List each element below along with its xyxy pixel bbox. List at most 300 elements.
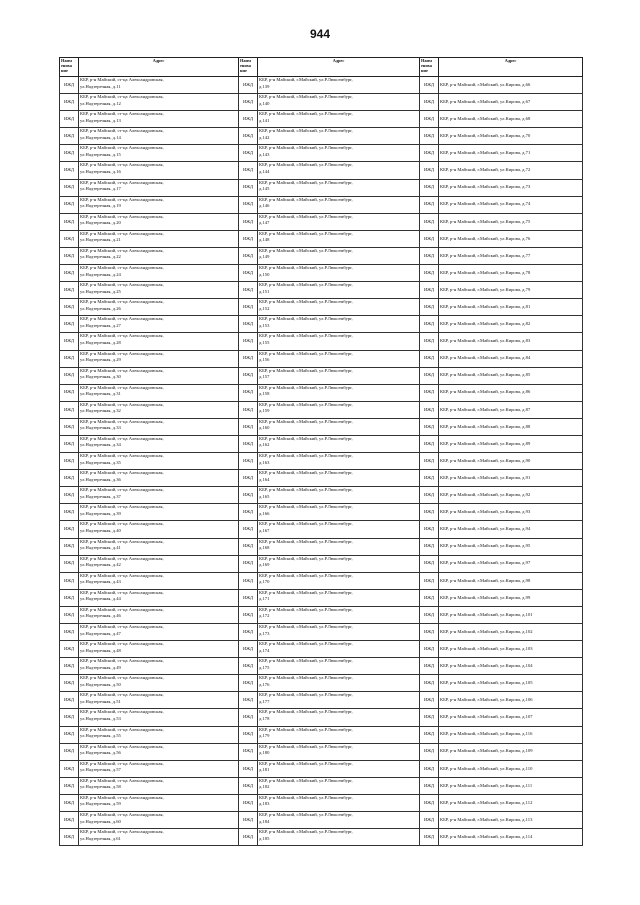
building-type-3: ИЖД (420, 384, 439, 401)
house-number: 106 (525, 697, 533, 703)
address-line: КБР, р-н Майский, г.Майский, ул.Р.Люксембург, (259, 589, 353, 595)
address-line: д.140 (259, 100, 270, 106)
house-number: 57 (116, 767, 121, 773)
address-col3: КБР, р-н Майский, г.Майский, ул.Кирова, д.98 (439, 572, 583, 589)
address-line: д.163 (259, 459, 270, 465)
building-type-1: ИЖД (60, 213, 79, 230)
address-col3: КБР, р-н Майский, г.Майский, ул.Кирова, д.99 (439, 589, 583, 606)
address-line: ул.Надтеречная, д.59 (80, 801, 121, 807)
address-line: д.184 (259, 818, 270, 824)
building-type-2: ИЖД (239, 504, 258, 521)
address-col1 (79, 675, 239, 692)
table-row (60, 145, 583, 162)
building-type-3: ИЖД (420, 794, 439, 811)
house-number: 60 (116, 818, 121, 824)
address-line: ул.Надтеречная, д.61 (80, 835, 121, 841)
building-type-3: ИЖД (420, 213, 439, 230)
address-col2 (258, 401, 420, 418)
building-type-3: ИЖД (420, 624, 439, 641)
address-col1 (79, 777, 239, 794)
address-line: КБР, р-н Майский, г.Майский, ул.Р.Люксембург, (259, 470, 353, 476)
address-col1 (79, 624, 239, 641)
address-line: д.171 (259, 596, 270, 602)
address-col2 (258, 196, 420, 213)
address-col3: КБР, р-н Майский, г.Майский, ул.Кирова, д.105 (439, 675, 583, 692)
address-col1 (79, 435, 239, 452)
address-line: ул.Надтеречная, д.40 (80, 527, 121, 533)
address-line: КБР, р-н Майский, ст-ца Александровская, (80, 418, 164, 424)
address-col3: КБР, р-н Майский, г.Майский, ул.Кирова, д.103 (439, 641, 583, 658)
building-type-1: ИЖД (60, 230, 79, 247)
address-line: ул.Надтеречная, д.33 (80, 425, 121, 431)
building-type-2: ИЖД (239, 230, 258, 247)
house-number: 171 (262, 596, 270, 602)
address-line: д.166 (259, 510, 270, 516)
address-col2 (258, 743, 420, 760)
address-col3: КБР, р-н Майский, г.Майский, ул.Кирова, д.101 (439, 606, 583, 623)
table-body (60, 77, 583, 846)
building-type-2: ИЖД (239, 709, 258, 726)
address-line: КБР, р-н Майский, ст-ца Александровская, (80, 777, 164, 783)
address-col1 (79, 299, 239, 316)
address-line: КБР, р-н Майский, г.Майский, ул.Р.Люксембург, (259, 162, 353, 168)
address-line: КБР, р-н Майский, ст-ца Александровская, (80, 743, 164, 749)
building-type-2: ИЖД (239, 555, 258, 572)
address-line: КБР, р-н Майский, г.Майский, ул.Р.Люксембург, (259, 128, 353, 134)
table-row (60, 709, 583, 726)
address-line: д.151 (259, 288, 270, 294)
house-number: 165 (262, 493, 270, 499)
house-number: 157 (262, 374, 270, 380)
address-line: д.159 (259, 408, 270, 414)
address-line: ул.Надтеречная, д.36 (80, 476, 121, 482)
address-line: ул.Надтеречная, д.31 (80, 391, 121, 397)
house-number: 44 (116, 596, 121, 602)
house-number: 182 (262, 784, 270, 790)
address-line: КБР, р-н Майский, ст-ца Александровская, (80, 692, 164, 698)
building-type-1: ИЖД (60, 624, 79, 641)
building-type-2: ИЖД (239, 606, 258, 623)
house-number: 34 (116, 442, 121, 448)
address-line: д.146 (259, 203, 270, 209)
house-number: 68 (525, 115, 531, 121)
house-number: 149 (262, 254, 270, 260)
building-type-3: ИЖД (420, 692, 439, 709)
table-row (60, 726, 583, 743)
house-number: 88 (525, 423, 531, 429)
address-line: КБР, р-н Майский, ст-ца Александровская, (80, 829, 164, 835)
house-number: 21 (116, 237, 121, 243)
address-line: КБР, р-н Майский, г.Майский, ул.Р.Люксембург, (259, 572, 353, 578)
building-type-3: ИЖД (420, 606, 439, 623)
table-row (60, 504, 583, 521)
building-type-3: ИЖД (420, 179, 439, 196)
building-type-3: ИЖД (420, 77, 439, 94)
house-number: 111 (525, 782, 533, 788)
house-number: 61 (116, 835, 121, 841)
address-line: КБР, р-н Майский, г.Майский, ул.Р.Люксембург, (259, 299, 353, 305)
table-row (60, 692, 583, 709)
house-number: 152 (262, 305, 270, 311)
house-number: 156 (262, 357, 270, 362)
address-line: ул.Надтеречная, д.27 (80, 322, 121, 328)
address-col3: КБР, р-н Майский, г.Майский, ул.Кирова, д.93 (439, 504, 583, 521)
header-address-3: Адрес (439, 58, 583, 77)
house-number: 113 (525, 816, 533, 822)
address-col2 (258, 487, 420, 504)
house-number: 109 (525, 748, 533, 754)
address-col3: КБР, р-н Майский, г.Майский, ул.Кирова, д.82 (439, 316, 583, 333)
house-number: 32 (116, 408, 121, 414)
house-number: 53 (116, 715, 121, 721)
address-col3: КБР, р-н Майский, г.Майский, ул.Кирова, д.83 (439, 333, 583, 350)
building-type-3: ИЖД (420, 418, 439, 435)
house-number: 22 (116, 254, 121, 260)
house-number: 97 (525, 560, 531, 566)
house-number: 168 (262, 545, 270, 551)
address-line: КБР, р-н Майский, г.Майский, ул.Р.Люксембург, (259, 606, 353, 612)
address-line: д.178 (259, 715, 270, 721)
house-number: 37 (116, 493, 121, 499)
address-col3: КБР, р-н Майский, г.Майский, ул.Кирова, д.75 (439, 213, 583, 230)
address-col1 (79, 692, 239, 709)
address-line: д.156 (259, 357, 270, 362)
building-type-3: ИЖД (420, 282, 439, 299)
building-type-1: ИЖД (60, 247, 79, 264)
house-number: 169 (262, 562, 270, 568)
address-table (59, 57, 583, 846)
address-col2 (258, 299, 420, 316)
address-line: д.185 (259, 835, 270, 841)
house-number: 89 (525, 440, 531, 446)
address-col1 (79, 418, 239, 435)
address-line: КБР, р-н Майский, ст-ца Александровская, (80, 350, 164, 356)
address-line: КБР, р-н Майский, г.Майский, ул.Р.Люксембург, (259, 538, 353, 544)
address-col3: КБР, р-н Майский, г.Майский, ул.Кирова, д.95 (439, 538, 583, 555)
table-row (60, 213, 583, 230)
address-line: д.147 (259, 220, 270, 226)
address-col3: КБР, р-н Майский, г.Майский, ул.Кирова, д.109 (439, 743, 583, 760)
house-number: 77 (525, 252, 531, 258)
address-col1 (79, 111, 239, 128)
house-number: 83 (525, 338, 531, 344)
address-line: д.177 (259, 698, 270, 704)
address-col2 (258, 384, 420, 401)
house-number: 70 (525, 133, 531, 139)
house-number: 82 (525, 321, 531, 327)
building-type-2: ИЖД (239, 624, 258, 641)
table-row (60, 487, 583, 504)
house-number: 155 (262, 339, 270, 345)
address-col2 (258, 829, 420, 846)
building-type-3: ИЖД (420, 589, 439, 606)
building-type-2: ИЖД (239, 487, 258, 504)
address-col3: КБР, р-н Майский, г.Майский, ул.Кирова, д.102 (439, 624, 583, 641)
building-type-2: ИЖД (239, 538, 258, 555)
address-line: д.157 (259, 374, 270, 380)
house-number: 116 (525, 731, 533, 737)
building-type-3: ИЖД (420, 760, 439, 777)
building-type-2: ИЖД (239, 470, 258, 487)
table-row (60, 128, 583, 145)
house-number: 148 (262, 237, 270, 243)
address-col1 (79, 538, 239, 555)
address-col3: КБР, р-н Майский, г.Майский, ул.Кирова, д.79 (439, 282, 583, 299)
building-type-2: ИЖД (239, 589, 258, 606)
table-row (60, 230, 583, 247)
address-line: КБР, р-н Майский, ст-ца Александровская, (80, 470, 164, 476)
address-line: ул.Надтеречная, д.16 (80, 168, 121, 174)
table-row (60, 453, 583, 470)
address-col3: КБР, р-н Майский, г.Майский, ул.Кирова, д.77 (439, 247, 583, 264)
address-line: ул.Надтеречная, д.55 (80, 733, 121, 739)
building-type-3: ИЖД (420, 709, 439, 726)
house-number: 150 (262, 271, 270, 277)
address-line: ул.Надтеречная, д.51 (80, 698, 121, 704)
building-type-2: ИЖД (239, 265, 258, 282)
house-number: 20 (116, 220, 121, 226)
house-number: 110 (525, 765, 533, 771)
address-line: д.141 (259, 117, 270, 123)
address-col3: КБР, р-н Майский, г.Майский, ул.Кирова, д.87 (439, 401, 583, 418)
house-number: 104 (525, 662, 533, 668)
address-line: д.170 (259, 579, 270, 585)
building-type-1: ИЖД (60, 145, 79, 162)
address-col1 (79, 829, 239, 846)
address-col2 (258, 128, 420, 145)
house-number: 173 (262, 630, 270, 636)
address-col2 (258, 316, 420, 333)
building-type-1: ИЖД (60, 384, 79, 401)
address-line: КБР, р-н Майский, г.Майский, ул.Р.Люксембург, (259, 487, 353, 493)
house-number: 92 (525, 492, 531, 498)
building-type-1: ИЖД (60, 641, 79, 658)
address-line: КБР, р-н Майский, г.Майский, ул.Р.Люксембург, (259, 316, 353, 322)
address-col3: КБР, р-н Майский, г.Майский, ул.Кирова, д.68 (439, 111, 583, 128)
house-number: 59 (116, 801, 121, 807)
address-line: КБР, р-н Майский, ст-ца Александровская, (80, 453, 164, 459)
address-col3: КБР, р-н Майский, г.Майский, ул.Кирова, д.72 (439, 162, 583, 179)
house-number: 84 (525, 355, 531, 361)
table-row (60, 589, 583, 606)
address-line: д.162 (259, 442, 270, 448)
address-line: ул.Надтеречная, д.48 (80, 647, 121, 653)
address-col2 (258, 435, 420, 452)
address-col1 (79, 213, 239, 230)
address-line: КБР, р-н Майский, ст-ца Александровская, (80, 538, 164, 544)
address-line: ул.Надтеречная, д.35 (80, 459, 121, 465)
address-line: КБР, р-н Майский, г.Майский, ул.Р.Люксембург, (259, 94, 353, 100)
address-line: д.153 (259, 322, 270, 328)
address-line: КБР, р-н Майский, г.Майский, ул.Р.Люксембург, (259, 555, 353, 561)
house-number: 107 (525, 714, 533, 720)
address-line: ул.Надтеречная, д.60 (80, 818, 121, 824)
address-line: КБР, р-н Майский, г.Майский, ул.Р.Люксембург, (259, 145, 353, 151)
house-number: 17 (116, 186, 121, 192)
address-line: д.165 (259, 493, 270, 499)
address-line: ул.Надтеречная, д.11 (80, 83, 121, 89)
building-type-1: ИЖД (60, 692, 79, 709)
address-line: д.173 (259, 630, 270, 636)
address-col2 (258, 94, 420, 111)
address-line: КБР, р-н Майский, ст-ца Александровская, (80, 760, 164, 766)
building-type-3: ИЖД (420, 196, 439, 213)
address-col3: КБР, р-н Майский, г.Майский, ул.Кирова, д.70 (439, 128, 583, 145)
building-type-2: ИЖД (239, 247, 258, 264)
address-col2 (258, 77, 420, 94)
address-col3: КБР, р-н Майский, г.Майский, ул.Кирова, д.112 (439, 794, 583, 811)
table-row (60, 794, 583, 811)
address-line: КБР, р-н Майский, ст-ца Александровская, (80, 299, 164, 305)
building-type-3: ИЖД (420, 316, 439, 333)
building-type-1: ИЖД (60, 812, 79, 829)
address-line: КБР, р-н Майский, г.Майский, ул.Р.Люксембург, (259, 350, 353, 356)
address-line: КБР, р-н Майский, г.Майский, ул.Р.Люксембург, (259, 760, 353, 766)
address-col2 (258, 726, 420, 743)
house-number: 174 (262, 647, 270, 653)
address-col2 (258, 812, 420, 829)
header-type-3: Наим енова ние (420, 58, 439, 77)
address-col2 (258, 333, 420, 350)
house-number: 11 (116, 83, 121, 89)
header-address-1: Адрес (79, 58, 239, 77)
building-type-2: ИЖД (239, 196, 258, 213)
address-line: КБР, р-н Майский, г.Майский, ул.Р.Люксембург, (259, 435, 353, 441)
house-number: 39 (116, 510, 121, 516)
address-col2 (258, 179, 420, 196)
building-type-3: ИЖД (420, 367, 439, 384)
table-row (60, 367, 583, 384)
house-number: 19 (116, 203, 121, 209)
building-type-3: ИЖД (420, 675, 439, 692)
address-col3: КБР, р-н Майский, г.Майский, ул.Кирова, д.106 (439, 692, 583, 709)
building-type-3: ИЖД (420, 641, 439, 658)
address-col3: КБР, р-н Майский, г.Майский, ул.Кирова, д.71 (439, 145, 583, 162)
house-number: 58 (116, 784, 121, 790)
address-col1 (79, 247, 239, 264)
address-col2 (258, 675, 420, 692)
address-line: КБР, р-н Майский, ст-ца Александровская, (80, 589, 164, 595)
building-type-3: ИЖД (420, 812, 439, 829)
house-number: 103 (525, 645, 533, 651)
address-col2 (258, 265, 420, 282)
address-line: ул.Надтеречная, д.58 (80, 784, 121, 790)
house-number: 179 (262, 733, 270, 739)
house-number: 75 (525, 218, 531, 224)
house-number: 170 (262, 579, 270, 585)
address-col3: КБР, р-н Майский, г.Майский, ул.Кирова, д.111 (439, 777, 583, 794)
address-col2 (258, 247, 420, 264)
address-col1 (79, 162, 239, 179)
address-line: КБР, р-н Майский, ст-ца Александровская, (80, 282, 164, 288)
address-line: КБР, р-н Майский, ст-ца Александровская, (80, 384, 164, 390)
address-col2 (258, 692, 420, 709)
address-line: КБР, р-н Майский, ст-ца Александровская, (80, 794, 164, 800)
address-line: ул.Надтеречная, д.46 (80, 613, 121, 619)
building-type-1: ИЖД (60, 128, 79, 145)
address-line: КБР, р-н Майский, ст-ца Александровская, (80, 401, 164, 407)
address-col1 (79, 367, 239, 384)
house-number: 176 (262, 681, 270, 687)
address-line: ул.Надтеречная, д.14 (80, 134, 121, 140)
address-line: КБР, р-н Майский, ст-ца Александровская, (80, 367, 164, 373)
building-type-1: ИЖД (60, 282, 79, 299)
house-number: 141 (262, 117, 270, 123)
house-number: 181 (262, 767, 270, 773)
address-col3: КБР, р-н Майский, г.Майский, ул.Кирова, д.94 (439, 521, 583, 538)
building-type-1: ИЖД (60, 401, 79, 418)
address-line: КБР, р-н Майский, ст-ца Александровская, (80, 230, 164, 236)
building-type-1: ИЖД (60, 350, 79, 367)
building-type-1: ИЖД (60, 316, 79, 333)
table-row (60, 521, 583, 538)
address-col3: КБР, р-н Майский, г.Майский, ул.Кирова, д.84 (439, 350, 583, 367)
building-type-1: ИЖД (60, 589, 79, 606)
address-line: КБР, р-н Майский, г.Майский, ул.Р.Люксембург, (259, 794, 353, 800)
address-line: д.180 (259, 750, 270, 756)
house-number: 185 (262, 835, 270, 841)
building-type-1: ИЖД (60, 179, 79, 196)
table-row (60, 316, 583, 333)
building-type-3: ИЖД (420, 333, 439, 350)
building-type-2: ИЖД (239, 675, 258, 692)
building-type-2: ИЖД (239, 658, 258, 675)
address-col1 (79, 282, 239, 299)
address-col2 (258, 111, 420, 128)
building-type-1: ИЖД (60, 743, 79, 760)
house-number: 151 (262, 288, 270, 294)
address-line: ул.Надтеречная, д.24 (80, 271, 121, 277)
house-number: 31 (116, 391, 121, 397)
address-col2 (258, 367, 420, 384)
address-col1 (79, 179, 239, 196)
house-number: 49 (116, 664, 121, 670)
house-number: 139 (262, 83, 270, 89)
address-line: КБР, р-н Майский, г.Майский, ул.Р.Люксембург, (259, 743, 353, 749)
house-number: 94 (525, 526, 531, 532)
address-line: ул.Надтеречная, д.49 (80, 664, 121, 670)
address-line: КБР, р-н Майский, ст-ца Александровская, (80, 145, 164, 151)
address-col2 (258, 777, 420, 794)
building-type-1: ИЖД (60, 726, 79, 743)
address-line: ул.Надтеречная, д.12 (80, 100, 121, 106)
address-col2 (258, 709, 420, 726)
building-type-3: ИЖД (420, 162, 439, 179)
building-type-2: ИЖД (239, 333, 258, 350)
table-row (60, 247, 583, 264)
header-type-1: Наим енова ние (60, 58, 79, 77)
address-col3: КБР, р-н Майский, г.Майский, ул.Кирова, д.114 (439, 829, 583, 846)
address-line: ул.Надтеречная, д.57 (80, 767, 121, 773)
building-type-1: ИЖД (60, 538, 79, 555)
house-number: 36 (116, 476, 121, 482)
house-number: 13 (116, 117, 121, 123)
house-number: 143 (262, 151, 270, 157)
building-type-1: ИЖД (60, 555, 79, 572)
house-number: 164 (262, 476, 270, 482)
house-number: 90 (525, 457, 531, 463)
table-row (60, 179, 583, 196)
address-line: КБР, р-н Майский, ст-ца Александровская, (80, 162, 164, 168)
house-number: 85 (525, 372, 531, 378)
address-col2 (258, 453, 420, 470)
building-type-2: ИЖД (239, 418, 258, 435)
house-number: 28 (116, 339, 121, 345)
address-col2 (258, 230, 420, 247)
building-type-3: ИЖД (420, 128, 439, 145)
house-number: 184 (262, 818, 270, 824)
table-row (60, 94, 583, 111)
